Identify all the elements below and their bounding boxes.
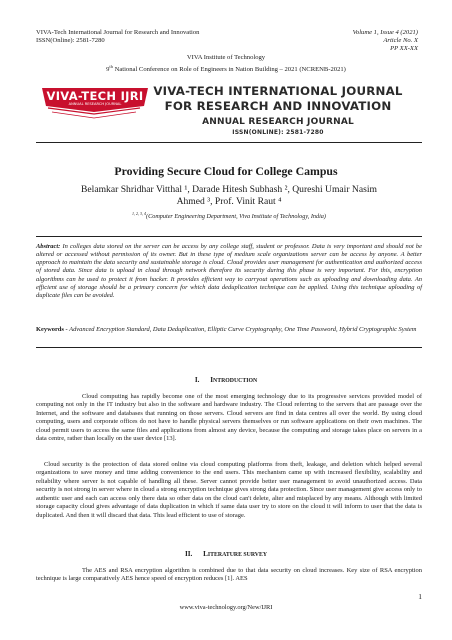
footer-url: www.viva-technology.org/New/IJRI	[179, 604, 273, 611]
keywords-label: Keywords -	[36, 326, 68, 333]
journal-header-left	[36, 29, 199, 45]
volume-issue: Volume 1, Issue 4 (2021)	[352, 29, 418, 36]
header-divider	[36, 142, 422, 143]
section-heading-literature-survey: II. LITERATURE SURVEY	[184, 550, 268, 558]
abstract-bottom-rule	[36, 347, 422, 348]
journal-logo	[36, 82, 154, 124]
brand-line-4: ISSN(ONLINE): 2581-7280	[232, 129, 324, 136]
journal-name: VIVA-Tech International Journal for Research and Innovation	[36, 29, 200, 36]
logo-text: VIVA-TECH IJRI	[46, 89, 144, 103]
page-number: 1	[418, 592, 422, 601]
paper-title: Providing Secure Cloud for College Campus	[114, 164, 338, 178]
abstract-label: Abstract:	[36, 243, 61, 250]
institute-name: VIVA Institute of Technology	[186, 54, 266, 61]
conference-line: 9th National Conference on Role of Engineers in Nation Building – 2021 (NCRENB-2021)	[106, 64, 346, 74]
section-heading-introduction: I. INTRODUCTION	[194, 376, 258, 384]
intro-paragraph-1: Cloud computing has rapidly become one of the most emerging technology due to its progressive services provided model of computing not only in the IT industry but also in the software and hardware industry. The Cloud referring to the servers that are passage over the Internet, and the software and databases that running on those servers. Cloud servers are find in data centres all over the world. By using cloud computing, users and corporate offices do not have to handle physical servers themselves or run software applications on their own machines. The cloud permit users to access the same files and applications from almost any device, because the computing and storage takes place on servers in a data centre, rather than locally on the user device [13].	[36, 393, 422, 443]
keywords	[36, 326, 422, 334]
article-number: Article No. X	[383, 37, 418, 44]
intro-paragraph-2: Cloud security is the protection of data stored online via cloud computing platforms from theft, leakage, and deletion which helped several organizations to save money and time adding convenience to the end users. This mechanism came up with increased flexibility, scalability and reliability where server is not capable of handling all these. Server cannot provide better user management to avoid unauthorized access. Data security is not strong in server where in cloud a strong encryption technique gives strong data protection. Since user management give access only to authentic user and each can access only there data so other data on the cloud can't delete, alter and misplaced by any means. Although with limited storage capacity cloud gives advantage of data duplication in which if same data user try to store on the cloud it will inform to user that the data is duplicated. And then it will discard that data. This lead efficient to use of storage.	[36, 461, 422, 519]
logo-subtext: ANNUAL RESEARCH JOURNAL	[68, 102, 122, 106]
abstract-top-rule	[36, 236, 422, 237]
affiliation: $^{1, 2, 3, 4}$(Computer Engineering Department, Viva Institute of Technology, India)	[132, 211, 326, 221]
journal-header-right	[353, 29, 418, 53]
issn-online: ISSN(Online): 2581-7280	[36, 37, 105, 44]
abstract-text: In colleges data stored on the server can be access by any college staff, student or professor. Data is very important and should not be altered or accessed without permission of its owner. But in these type of medium scale organizations server can be access by anyone. A better approach to maintain the data security and sustainable storage is cloud. Cloud provides user management for authentication and authorized access of stored data. Since data is upload in cloud through network therefore its security during this phase is very important. For this, encryption algorithms can be used to protect it from hacker. It provides efficient way to carryout operations such as uploading and downloading data. An efficient use of storage should be a primary concern for which data deduplication technique can be applied. Using this technique uploading of duplicate files can be avoided.	[36, 243, 422, 299]
page-range: PP XX-XX	[390, 45, 418, 52]
brand-line-1: VIVA-TECH INTERNATIONAL JOURNAL	[153, 84, 403, 98]
authors-line-2: Ahmed ³, Prof. Vinit Raut ⁴	[176, 196, 282, 207]
literature-paragraph-1: The AES and RSA encryption algorithm is combined due to that data security on cloud increases. Key size of RSA encryption technique is large comparatively AES hence speed of encryption reduces [1]. AES	[36, 567, 422, 583]
brand-line-3: ANNUAL RESEARCH JOURNAL	[202, 117, 354, 127]
brand-line-2: FOR RESEARCH AND INNOVATION	[164, 99, 392, 113]
authors-line-1: Belamkar Shridhar Vitthal ¹, Darade Hitesh Subhash ², Qureshi Umair Nasim	[81, 184, 377, 195]
author-list	[36, 184, 422, 208]
abstract	[36, 243, 422, 300]
keywords-text: Advanced Encryption Standard, Data Deduplication, Elliptic Curve Cryptography, One Time Password, Hybrid Cryptographic System	[67, 326, 417, 333]
